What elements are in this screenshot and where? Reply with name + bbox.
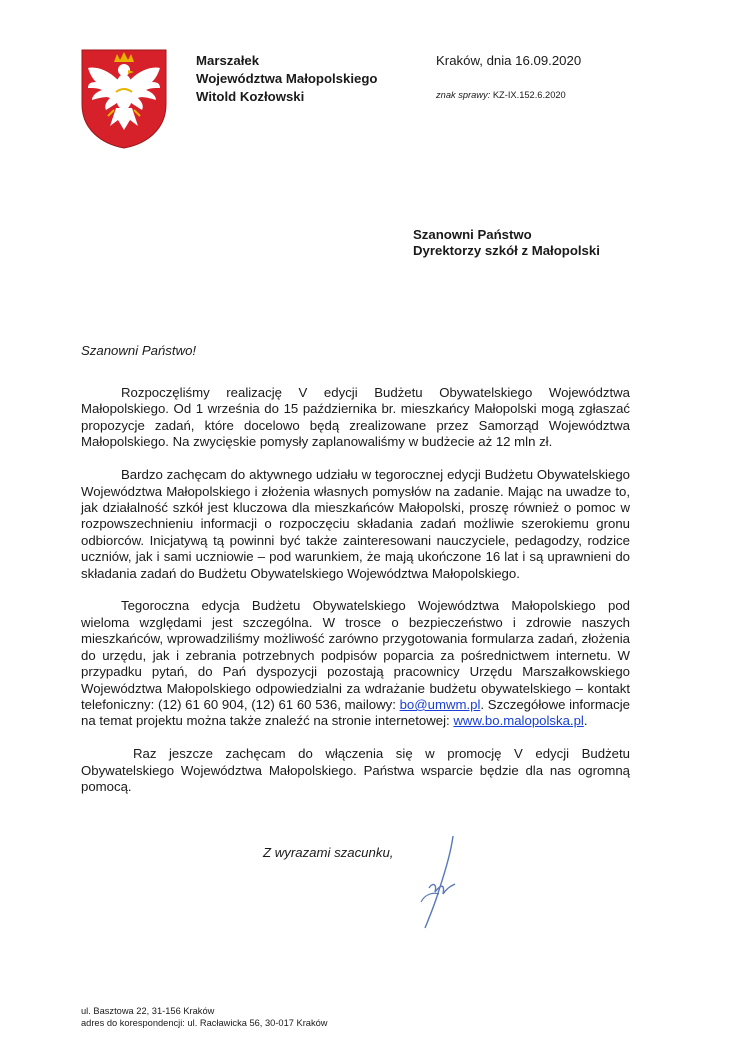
closing: Z wyrazami szacunku, <box>263 845 394 860</box>
recipient-line-2: Dyrektorzy szkół z Małopolski <box>413 243 600 258</box>
sender-title: Marszałek <box>196 53 260 68</box>
footer-correspondence: adres do korespondencji: ul. Racławicka 56, 30-017 Kraków <box>81 1018 328 1028</box>
footer <box>81 1005 328 1029</box>
recipient-line-1: Szanowni Państwo <box>413 227 532 242</box>
footer-address: ul. Basztowa 22, 31-156 Kraków <box>81 1006 215 1016</box>
sender-block <box>196 52 377 106</box>
website-link[interactable]: www.bo.malopolska.pl <box>453 713 584 729</box>
place-date: Kraków, dnia 16.09.2020 <box>436 53 582 68</box>
paragraph-3-part-b: . Szczegółowe informacje na temat projektu można także znaleźć na stronie internetowej: <box>81 696 630 729</box>
email-link[interactable]: bo@umwm.pl <box>399 696 481 712</box>
salutation: Szanowni Państwo! <box>81 343 197 358</box>
paragraph-1: Rozpoczęliśmy realizację V edycji Budżetu Obywatelskiego Województwa Małopolskiego. Od 1 września do 15 października br. mieszkańcy Małopolski mogą zgłaszać propozycje zadań, które docelowo będą zrealizowane przez Samorząd Województwa Małopolskiego. Na zwycięskie pomysły zaplanowaliśmy w budżecie aż 12 mln zł. <box>81 385 630 450</box>
reference-label: znak sprawy: <box>436 90 491 100</box>
paragraph-3-part-a: Tegoroczna edycja Budżetu Obywatelskiego Województwa Małopolskiego pod wieloma względami jest szczególna. W trosce o bezpieczeństwo i zdrowie naszych mieszkańców, wprowadziliśmy możliwość zarówno przygotowania formularza zadań, złożenia do urzędu, jak i zebrania potrzebnych podpisów poparcia za pośrednictwem internetu. W przypadku pytań, do Pań dyspozycji pozostają pracownicy Urzędu Marszałkowskiego Województwa Małopolskiego odpowiedzialni za wdrażanie budżetu obywatelskiego – kontakt telefoniczny: (12) 61 60 904, (12) 61 60 536, mailowy: <box>81 598 630 712</box>
recipient-block <box>413 227 600 259</box>
paragraph-3 <box>81 598 630 729</box>
paragraph-2: Bardzo zachęcam do aktywnego udziału w tegorocznej edycji Budżetu Obywatelskiego Województwa Małopolskiego i złożenia własnych pomysłów na zadanie. Mając na uwadze to, jak działalność szkół jest kluczowa dla mieszkańców Małopolski, proszę również o pomoc w rozpowszechnieniu informacji o rozpoczęciu składania zadań możliwie szerokiemu gronu odbiorców. Inicjatywą tą powinni być także zainteresowani nauczyciele, pedagodzy, rodzice uczniów, jak i sami uczniowie – pod warunkiem, że mają ukończone 16 lat i są uprawnieni do składania zadań do Budżetu Obywatelskiego Województwa Małopolskiego. <box>81 467 630 581</box>
coat-of-arms-icon <box>80 48 168 150</box>
paragraph-4: Raz jeszcze zachęcam do włączenia się w promocję V edycji Budżetu Obywatelskiego Województwa Małopolskiego. Państwa wsparcie będzie dla nas ogromną pomocą. <box>81 746 630 795</box>
sender-office: Województwa Małopolskiego <box>196 71 378 86</box>
reference-number <box>436 90 566 100</box>
paragraph-3-part-c: . <box>583 713 588 729</box>
letter-body <box>81 385 630 812</box>
signature-icon <box>415 832 465 932</box>
reference-value: KZ-IX.152.6.2020 <box>492 90 566 100</box>
sender-name: Witold Kozłowski <box>196 89 305 104</box>
